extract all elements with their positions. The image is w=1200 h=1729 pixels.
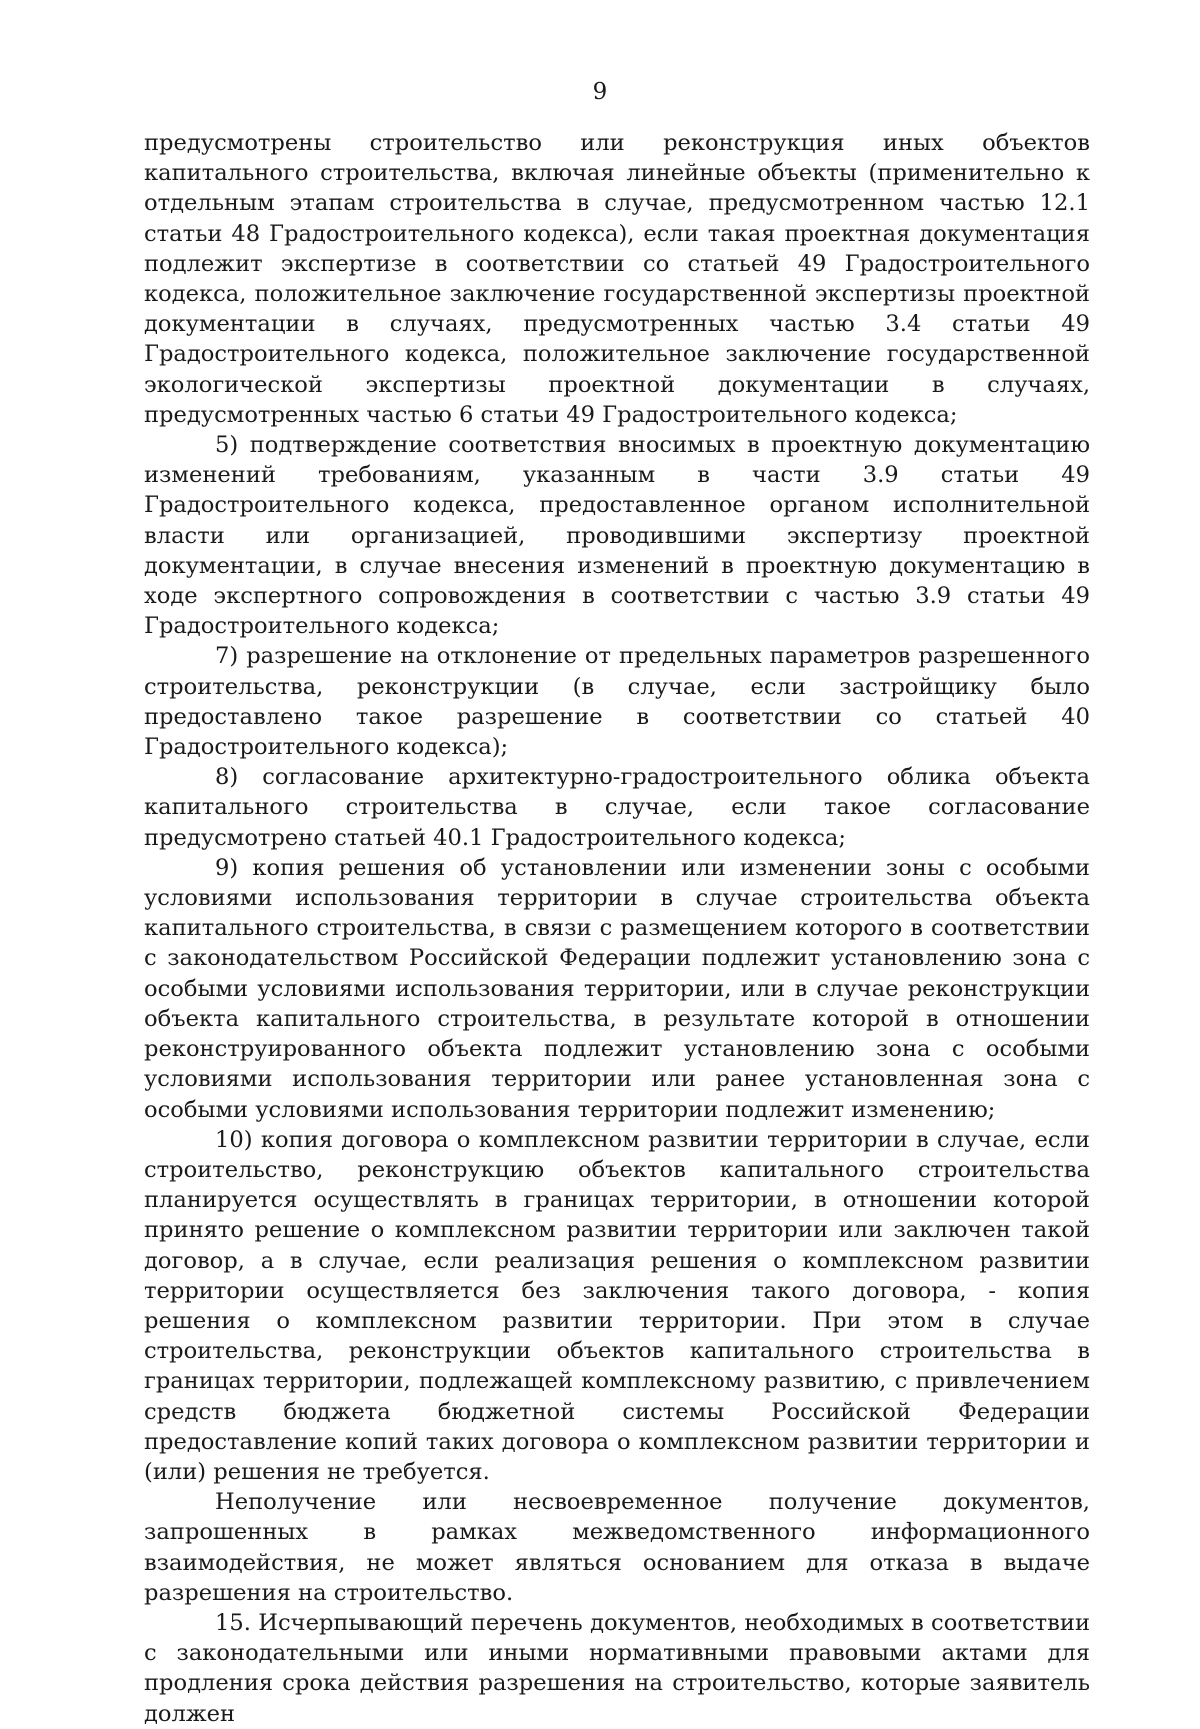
document-body xyxy=(144,128,1090,1729)
paragraph-item-5: 5) подтверждение соответствия вносимых в проектную документацию изменений требованиям, указанным в части 3.9 статьи 49 Градостроительного кодекса, предоставленное органом исполнительной власти или организацией, проводившими экспертизу проектной документации, в случае внесения изменений в проектную документацию в ходе экспертного сопровождения в соответствии с частью 3.9 статьи 49 Градостроительного кодекса; xyxy=(144,432,1090,640)
paragraph-item-8: 8) согласование архитектурно-градостроительного облика объекта капитального строительства в случае, если такое согласование предусмотрено статьей 40.1 Градостроительного кодекса; xyxy=(144,764,1090,851)
paragraph-item-10: 10) копия договора о комплексном развитии территории в случае, если строительство, реконструкцию объектов капитального строительства планируется осуществлять в границах территории, в отношении которой принято решение о комплексном развитии территории или заключен такой договор, а в случае, если реализация решения о комплексном развитии территории осуществляется без заключения такого договора, - копия решения о комплексном развитии территории. При этом в случае строительства, реконструкции объектов капитального строительства в границах территории, подлежащей комплексному развитию, с привлечением средств бюджета бюджетной системы Российской Федерации предоставление копий таких договора о комплексном развитии территории и (или) решения не требуется. xyxy=(144,1126,1090,1485)
paragraph-continuation: предусмотрены строительство или реконструкция иных объектов капитального строительства, включая линейные объекты (применительно к отдельным этапам строительства в случае, предусмотренном частью 12.1 статьи 48 Градостроительного кодекса), если такая проектная документация подлежит экспертизе в соответствии со статьей 49 Градостроительного кодекса, положительное заключение государственной экспертизы проектной документации в случаях, предусмотренных частью 3.4 статьи 49 Градостроительного кодекса, положительное заключение государственной экологической экспертизы проектной документации в случаях, предусмотренных частью 6 статьи 49 Градостроительного кодекса; xyxy=(144,130,1090,428)
page-number: 9 xyxy=(592,79,608,105)
paragraph-item-7: 7) разрешение на отклонение от предельных параметров разрешенного строительства, реконструкции (в случае, если застройщику было предоставлено такое разрешение в соответствии со статьей 40 Градостроительного кодекса); xyxy=(144,643,1090,761)
paragraph-interagency-note: Неполучение или несвоевременное получение документов, запрошенных в рамках межведомственного информационного взаимодействия, не может являться основанием для отказа в выдаче разрешения на строительство. xyxy=(144,1489,1090,1606)
paragraph-item-9: 9) копия решения об установлении или изменении зоны с особыми условиями использования территории в случае строительства объекта капитального строительства, в связи с размещением которого в соответствии с законодательством Российской Федерации подлежит установлению зона с особыми условиями использования территории, или в случае реконструкции объекта капитального строительства, в результате которой в отношении реконструированного объекта подлежит установлению зона с особыми условиями использования территории или ранее установленная зона с особыми условиями использования территории подлежит изменению; xyxy=(144,854,1090,1123)
paragraph-section-15: 15. Исчерпывающий перечень документов, необходимых в соответствии с законодательными или иными нормативными правовыми актами для продления срока действия разрешения на строительство, которые заявитель должен xyxy=(144,1609,1090,1727)
